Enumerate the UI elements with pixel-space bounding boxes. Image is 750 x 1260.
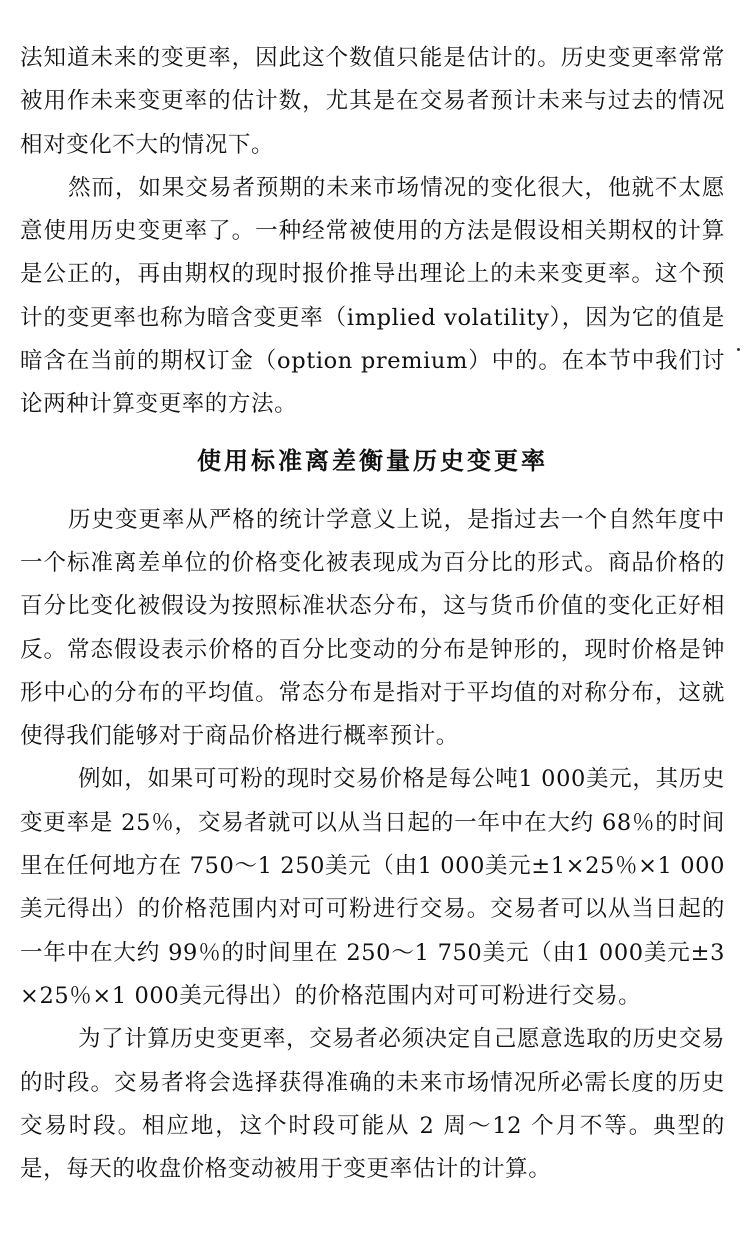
paragraph-1: 法知道未来的变更率，因此这个数值只能是估计的。历史变更率常常被用作未来变更率的估计数，尤其是在交易者预计未来与过去的情况相对变化不大的情况下。 — [20, 45, 725, 158]
document-page — [20, 37, 725, 1191]
paragraph-2: 然而，如果交易者预期的未来市场情况的变化很大，他就不太愿意使用历史变更率了。一种经常被使用的方法是假设相关期权的计算是公正的，再由期权的现时报价推导出理论上的未来变更率。这个预计的变更率也称为暗含变更率（implied volatility），因为它的值是暗含在当前的期权订金（option premium）中的。在本节中我们讨论两种计算变更率的方法。 — [20, 174, 725, 418]
section-heading: 使用标准离差衡量历史变更率 — [197, 446, 548, 475]
paragraph-5: 为了计算历史变更率，交易者必须决定自己愿意选取的历史交易的时段。交易者将会选择获得准确的未来市场情况所必需长度的历史交易时段。相应地，这个时段可能从 2 周～12 个月不等。典型的是，每天的收盘价格变动被用于变更率估计的计算。 — [20, 1026, 725, 1183]
scan-dot-mark — [737, 348, 740, 351]
paragraph-3: 历史变更率从严格的统计学意义上说，是指过去一个自然年度中一个标准离差单位的价格变化被表现成为百分比的形式。商品价格的百分比变化被假设为按照标准状态分布，这与货币价值的变化正好相反。常态假设表示价格的百分比变动的分布是钟形的，现时价格是钟形中心的分布的平均值。常态分布是指对于平均值的对称分布，这就使得我们能够对于商品价格进行概率预计。 — [20, 506, 725, 750]
paragraph-4: 例如，如果可可粉的现时交易价格是每公吨1 000美元，其历史变更率是 25％，交易者就可以从当日起的一年中在大约 68％的时间里在任何地方在 750～1 250美元（由1 000美元±1×25％×1 000美元得出）的价格范围内对可可粉进行交易。交易者可以从当日起的一年中在大约 99％的时间里在 250～1 750美元（由1 000美元±3×25％×1 000美元得出）的价格范围内对可可粉进行交易。 — [20, 766, 725, 1009]
